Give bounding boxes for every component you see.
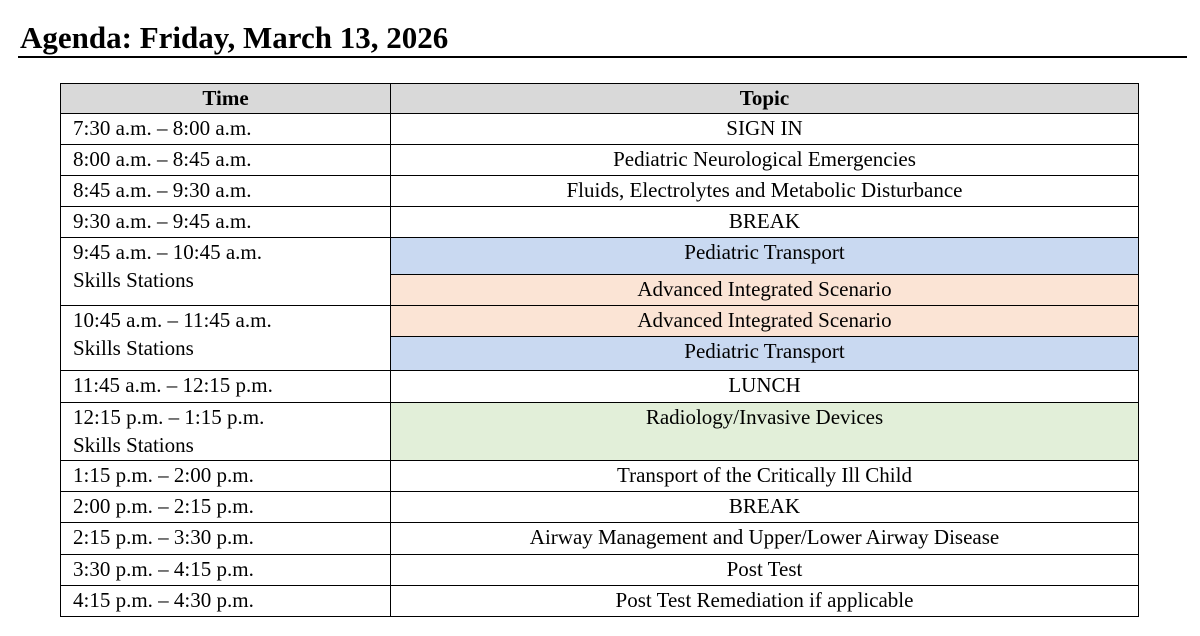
topic-cell: LUNCH xyxy=(391,371,1139,403)
table-row xyxy=(61,371,1139,403)
time-range: 10:45 a.m. – 11:45 a.m. xyxy=(73,308,272,332)
table-row xyxy=(61,145,1139,176)
topic-cell: Airway Management and Upper/Lower Airway Disease xyxy=(391,523,1139,555)
topic-cell: BREAK xyxy=(391,207,1139,238)
page-title: Agenda: Friday, March 13, 2026 xyxy=(20,20,449,55)
table-row xyxy=(61,176,1139,207)
table-row xyxy=(61,492,1139,523)
time-cell: 1:15 p.m. – 2:00 p.m. xyxy=(61,461,391,492)
table-row xyxy=(61,555,1139,586)
topic-cell: Post Test Remediation if applicable xyxy=(391,586,1139,617)
table-row xyxy=(61,238,1139,275)
table-row xyxy=(61,114,1139,145)
time-cell: 7:30 a.m. – 8:00 a.m. xyxy=(61,114,391,145)
topic-cell: Fluids, Electrolytes and Metabolic Disturbance xyxy=(391,176,1139,207)
topic-cell: BREAK xyxy=(391,492,1139,523)
table-row xyxy=(61,523,1139,555)
time-range: 9:45 a.m. – 10:45 a.m. xyxy=(73,240,262,264)
time-cell xyxy=(61,238,391,306)
time-header: Time xyxy=(61,84,391,114)
topic-cell: Post Test xyxy=(391,555,1139,586)
table-row xyxy=(61,461,1139,492)
time-cell: 8:45 a.m. – 9:30 a.m. xyxy=(61,176,391,207)
time-cell: 11:45 a.m. – 12:15 p.m. xyxy=(61,371,391,403)
table-row xyxy=(61,207,1139,238)
time-cell xyxy=(61,403,391,461)
topic-cell: Radiology/Invasive Devices xyxy=(391,403,1139,461)
time-cell: 4:15 p.m. – 4:30 p.m. xyxy=(61,586,391,617)
session-note: Skills Stations xyxy=(73,336,194,360)
header-row xyxy=(61,84,1139,114)
time-cell: 8:00 a.m. – 8:45 a.m. xyxy=(61,145,391,176)
time-cell xyxy=(61,306,391,371)
topic-cell: Pediatric Transport xyxy=(391,337,1139,371)
title-underline xyxy=(18,56,1187,58)
topic-cell: SIGN IN xyxy=(391,114,1139,145)
time-cell: 3:30 p.m. – 4:15 p.m. xyxy=(61,555,391,586)
session-note: Skills Stations xyxy=(73,433,194,457)
table-row xyxy=(61,586,1139,617)
time-cell: 9:30 a.m. – 9:45 a.m. xyxy=(61,207,391,238)
agenda-table xyxy=(60,83,1139,617)
topic-cell: Advanced Integrated Scenario xyxy=(391,306,1139,337)
topic-cell: Pediatric Neurological Emergencies xyxy=(391,145,1139,176)
time-cell: 2:15 p.m. – 3:30 p.m. xyxy=(61,523,391,555)
table-row xyxy=(61,306,1139,337)
table-row xyxy=(61,403,1139,461)
time-cell: 2:00 p.m. – 2:15 p.m. xyxy=(61,492,391,523)
time-range: 12:15 p.m. – 1:15 p.m. xyxy=(73,405,265,429)
topic-cell: Transport of the Critically Ill Child xyxy=(391,461,1139,492)
topic-header: Topic xyxy=(391,84,1139,114)
topic-cell: Pediatric Transport xyxy=(391,238,1139,275)
topic-cell: Advanced Integrated Scenario xyxy=(391,275,1139,306)
session-note: Skills Stations xyxy=(73,268,194,292)
